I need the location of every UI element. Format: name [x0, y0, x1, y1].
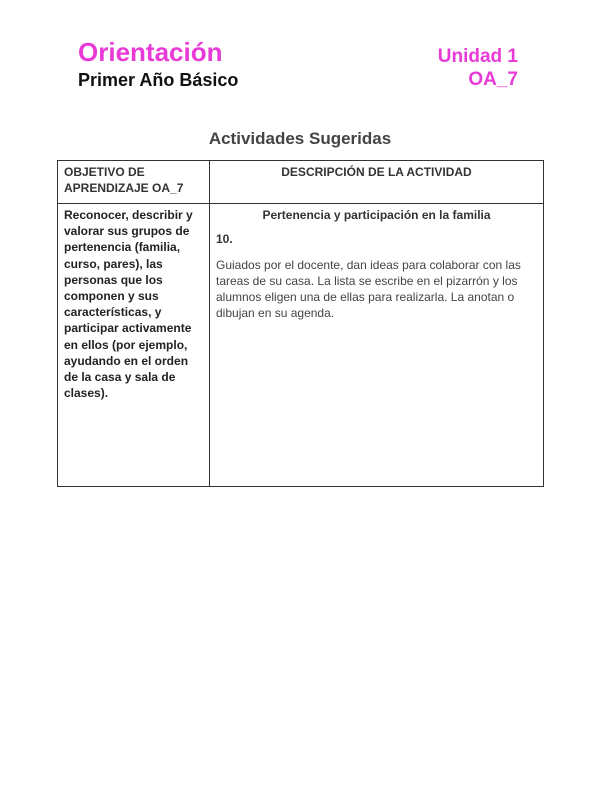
subject-title: Orientación: [78, 37, 223, 67]
activity-title: Pertenencia y participación en la familia: [262, 208, 491, 222]
description-header-cell: [210, 161, 544, 204]
objective-header-cell: [58, 161, 210, 204]
objective-cell: [58, 204, 210, 487]
activity-description: Guiados por el docente, dan ideas para colaborar con las tareas de su casa. La lista se escribe en el pizarrón y los alumnos eligen una de ellas para realizarla. La anotan o dibujan en su agenda.: [216, 258, 521, 320]
table-header-row: [58, 161, 544, 204]
objective-text: Reconocer, describir y valorar sus grupos de pertenencia (familia, curso, pares), las personas que los componen y sus características, y participar activamente en ellos (por ejemplo, ayudando en el orden de la casa y sala de clases).: [64, 208, 193, 401]
page-header: [78, 36, 518, 96]
activity-number: 10.: [216, 232, 233, 246]
oa-code-label: OA_7: [468, 69, 518, 90]
description-header: DESCRIPCIÓN DE LA ACTIVIDAD: [281, 165, 472, 179]
table-row: [58, 204, 544, 487]
grade-subtitle: Primer Año Básico: [78, 70, 239, 90]
activity-table: [57, 160, 544, 487]
activity-cell: [210, 204, 544, 487]
objective-header: OBJETIVO DE APRENDIZAJE OA_7: [64, 165, 184, 195]
section-title: Actividades Sugeridas: [208, 129, 392, 148]
unit-label: Unidad 1: [437, 46, 518, 67]
